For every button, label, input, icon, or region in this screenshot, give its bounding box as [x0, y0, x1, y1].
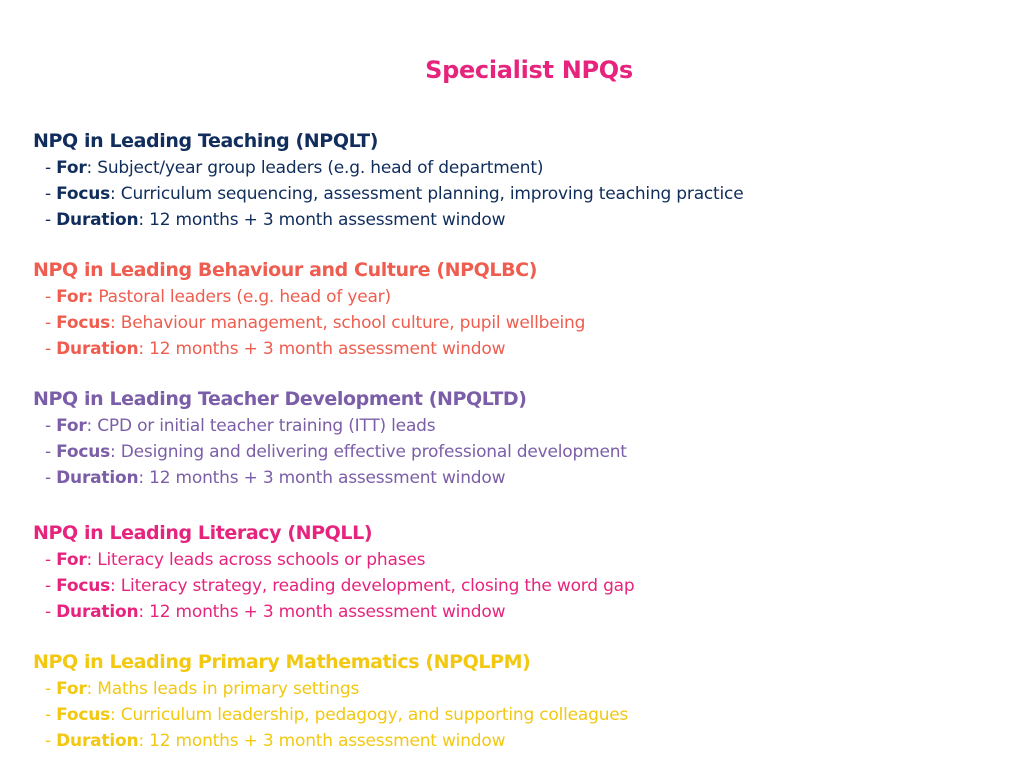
section-heading: NPQ in Leading Teacher Development (NPQLTD): [33, 388, 527, 410]
focus-text: Curriculum sequencing, assessment planning, improving teaching practice: [120, 184, 744, 204]
focus-line: [45, 310, 993, 336]
section-npqlbc: [33, 256, 993, 362]
bullet-prefix: -: [45, 339, 57, 359]
bullet-prefix: -: [45, 287, 57, 307]
focus-label: Focus: [56, 313, 111, 333]
separator: :: [86, 550, 98, 570]
separator: :: [138, 468, 150, 488]
section-heading: NPQ in Leading Teaching (NPQLT): [33, 130, 378, 152]
page-title: Specialist NPQs: [425, 56, 633, 84]
focus-text: Literacy strategy, reading development, closing the word gap: [120, 576, 635, 596]
separator: :: [138, 210, 150, 230]
duration-label: Duration: [56, 731, 139, 751]
focus-text: Behaviour management, school culture, pupil wellbeing: [120, 313, 586, 333]
separator: :: [138, 339, 150, 359]
separator: :: [110, 184, 121, 204]
focus-line: [45, 702, 993, 728]
duration-line: [45, 728, 993, 754]
duration-label: Duration: [56, 339, 139, 359]
focus-label: Focus: [56, 442, 111, 462]
focus-line: [45, 181, 993, 207]
duration-text: 12 months + 3 month assessment window: [149, 339, 506, 359]
for-label: For:: [56, 287, 94, 307]
for-line: [45, 547, 993, 573]
duration-line: [45, 599, 993, 625]
bullet-prefix: -: [45, 184, 57, 204]
for-label: For: [56, 416, 87, 436]
for-line: [45, 413, 993, 439]
for-text: Literacy leads across schools or phases: [97, 550, 426, 570]
for-label: For: [56, 158, 87, 178]
for-text: CPD or initial teacher training (ITT) leads: [97, 416, 436, 436]
focus-label: Focus: [56, 576, 111, 596]
separator: :: [138, 602, 150, 622]
bullet-prefix: -: [45, 158, 57, 178]
separator: :: [86, 679, 98, 699]
duration-text: 12 months + 3 month assessment window: [149, 731, 506, 751]
focus-line: [45, 439, 993, 465]
bullet-prefix: -: [45, 416, 57, 436]
duration-text: 12 months + 3 month assessment window: [149, 210, 506, 230]
focus-label: Focus: [56, 184, 111, 204]
section-npqltd: [33, 385, 993, 491]
for-text: Pastoral leaders (e.g. head of year): [98, 287, 391, 307]
for-line: [45, 676, 993, 702]
for-text: Maths leads in primary settings: [97, 679, 360, 699]
separator: :: [110, 313, 121, 333]
duration-label: Duration: [56, 468, 139, 488]
bullet-prefix: -: [45, 210, 57, 230]
focus-text: Designing and delivering effective professional development: [120, 442, 627, 462]
bullet-prefix: -: [45, 442, 57, 462]
separator: :: [110, 442, 121, 462]
bullet-prefix: -: [45, 602, 57, 622]
focus-label: Focus: [56, 705, 111, 725]
section-npqlt: [33, 127, 993, 233]
separator: :: [138, 731, 150, 751]
bullet-prefix: -: [45, 468, 57, 488]
duration-label: Duration: [56, 210, 139, 230]
for-line: [45, 155, 993, 181]
for-line: [45, 284, 993, 310]
bullet-prefix: -: [45, 550, 57, 570]
bullet-prefix: -: [45, 679, 57, 699]
focus-text: Curriculum leadership, pedagogy, and supporting colleagues: [120, 705, 629, 725]
duration-line: [45, 207, 993, 233]
separator: :: [86, 416, 98, 436]
duration-label: Duration: [56, 602, 139, 622]
bullet-prefix: -: [45, 313, 57, 333]
separator: :: [86, 158, 98, 178]
section-npqll: [33, 519, 993, 625]
for-text: Subject/year group leaders (e.g. head of department): [97, 158, 544, 178]
separator: :: [110, 576, 121, 596]
focus-line: [45, 573, 993, 599]
for-label: For: [56, 550, 87, 570]
section-heading: NPQ in Leading Primary Mathematics (NPQLPM): [33, 651, 531, 673]
duration-text: 12 months + 3 month assessment window: [149, 602, 506, 622]
separator: :: [110, 705, 121, 725]
for-label: For: [56, 679, 87, 699]
duration-line: [45, 336, 993, 362]
section-heading: NPQ in Leading Literacy (NPQLL): [33, 522, 373, 544]
duration-line: [45, 465, 993, 491]
bullet-prefix: -: [45, 576, 57, 596]
bullet-prefix: -: [45, 731, 57, 751]
bullet-prefix: -: [45, 705, 57, 725]
duration-text: 12 months + 3 month assessment window: [149, 468, 506, 488]
section-heading: NPQ in Leading Behaviour and Culture (NPQLBC): [33, 259, 537, 281]
section-npqlpm: [33, 648, 993, 754]
